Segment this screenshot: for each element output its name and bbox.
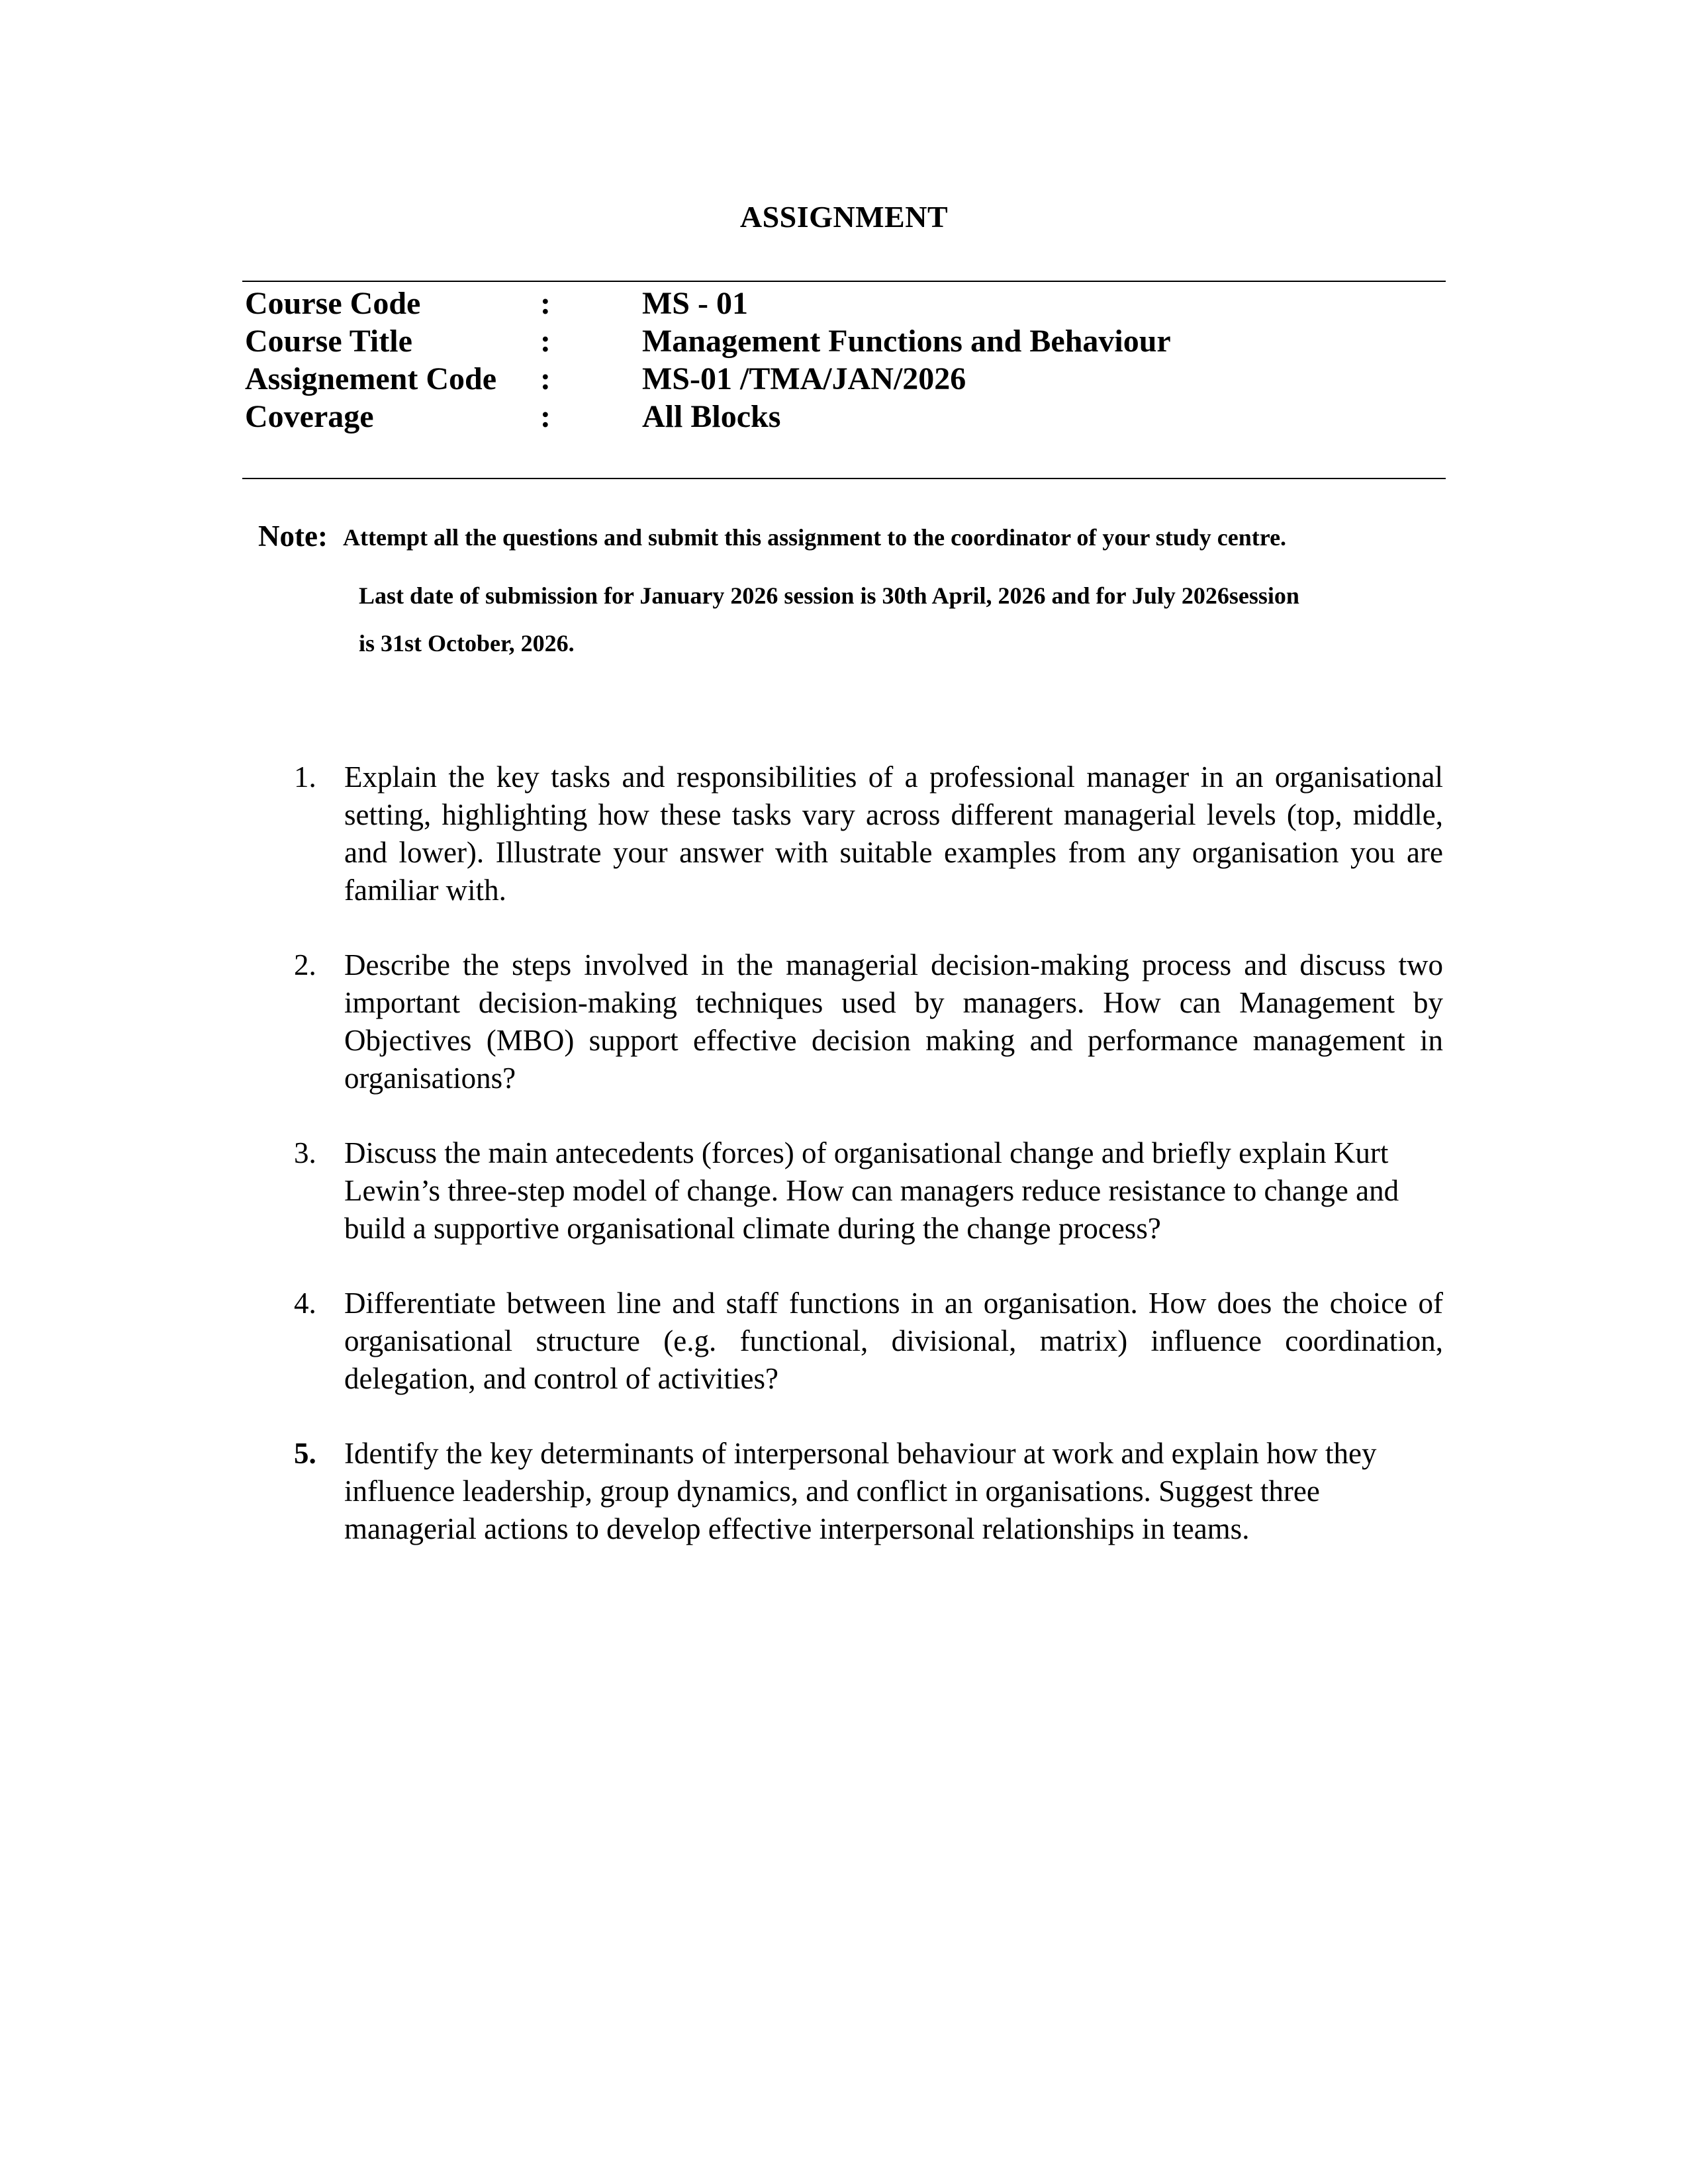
assignment-code-row bbox=[245, 360, 1436, 398]
course-code-row bbox=[245, 285, 1436, 322]
question-text: Explain the key tasks and responsibilities of a professional manager in an organisational setting, highlighting how these tasks vary across different managerial levels (top, middle, and lower). Illustrate your answer with suitable examples from any organisation you are familiar with. bbox=[344, 760, 1443, 907]
question-number: 5. bbox=[294, 1437, 316, 1470]
course-code-label: Course Code bbox=[245, 286, 421, 321]
question-number: 2. bbox=[294, 948, 316, 981]
note-first-line bbox=[258, 516, 1450, 561]
question-text: Describe the steps involved in the managerial decision-making process and discuss two important decision-making techniques used by managers. How can Management by Objectives (MBO) support effective decision making and performance management in organisations? bbox=[344, 948, 1443, 1095]
coverage-label: Coverage bbox=[245, 399, 374, 434]
coverage-value: All Blocks bbox=[642, 399, 781, 434]
note-deadline-line-2: is 31st October, 2026. bbox=[359, 630, 575, 657]
page-title: ASSIGNMENT bbox=[739, 200, 949, 234]
question-list bbox=[294, 758, 1443, 1585]
coverage-separator: : bbox=[540, 399, 551, 434]
note-label: Note: bbox=[258, 520, 328, 553]
coverage-row bbox=[245, 398, 1436, 435]
question-text: Identify the key determinants of interpersonal behaviour at work and explain how they influence leadership, group dynamics, and conflict in organisations. Suggest three managerial actions to develop effective interpersonal relationships in teams. bbox=[344, 1437, 1377, 1545]
question-number: 4. bbox=[294, 1287, 316, 1320]
course-title-separator: : bbox=[540, 324, 551, 359]
note-deadline-line: Last date of submission for January 2026 session is 30th April, 2026 and for July 2026session bbox=[359, 582, 1299, 609]
question-text: Differentiate between line and staff functions in an organisation. How does the choice of organisational structure (e.g. functional, divisional, matrix) influence coordination, delegation, and control of activities? bbox=[344, 1287, 1443, 1395]
submission-note bbox=[258, 516, 1450, 657]
question-number: 3. bbox=[294, 1136, 316, 1169]
question-number: 1. bbox=[294, 760, 316, 794]
question-item bbox=[294, 946, 1443, 1097]
question-item bbox=[294, 1435, 1443, 1548]
assignment-code-separator: : bbox=[540, 361, 551, 396]
course-code-value: MS - 01 bbox=[642, 286, 748, 321]
bottom-divider bbox=[242, 478, 1446, 479]
assignment-code-label: Assignement Code bbox=[245, 361, 496, 396]
question-text: Discuss the main antecedents (forces) of organisational change and briefly explain Kurt Lewin’s three-step model of change. How can managers reduce resistance to change and build a supportive organisational climate during the change process? bbox=[344, 1136, 1399, 1245]
course-details bbox=[245, 285, 1436, 435]
course-title-row bbox=[245, 322, 1436, 360]
course-title-label: Course Title bbox=[245, 324, 412, 359]
top-divider bbox=[242, 281, 1446, 282]
course-title-value: Management Functions and Behaviour bbox=[642, 324, 1171, 359]
question-item bbox=[294, 1134, 1443, 1248]
course-code-separator: : bbox=[540, 286, 551, 321]
assignment-code-value: MS-01 /TMA/JAN/2026 bbox=[642, 361, 966, 396]
question-item bbox=[294, 758, 1443, 909]
note-instruction: Attempt all the questions and submit this assignment to the coordinator of your study centre. bbox=[343, 524, 1287, 551]
question-item bbox=[294, 1285, 1443, 1398]
